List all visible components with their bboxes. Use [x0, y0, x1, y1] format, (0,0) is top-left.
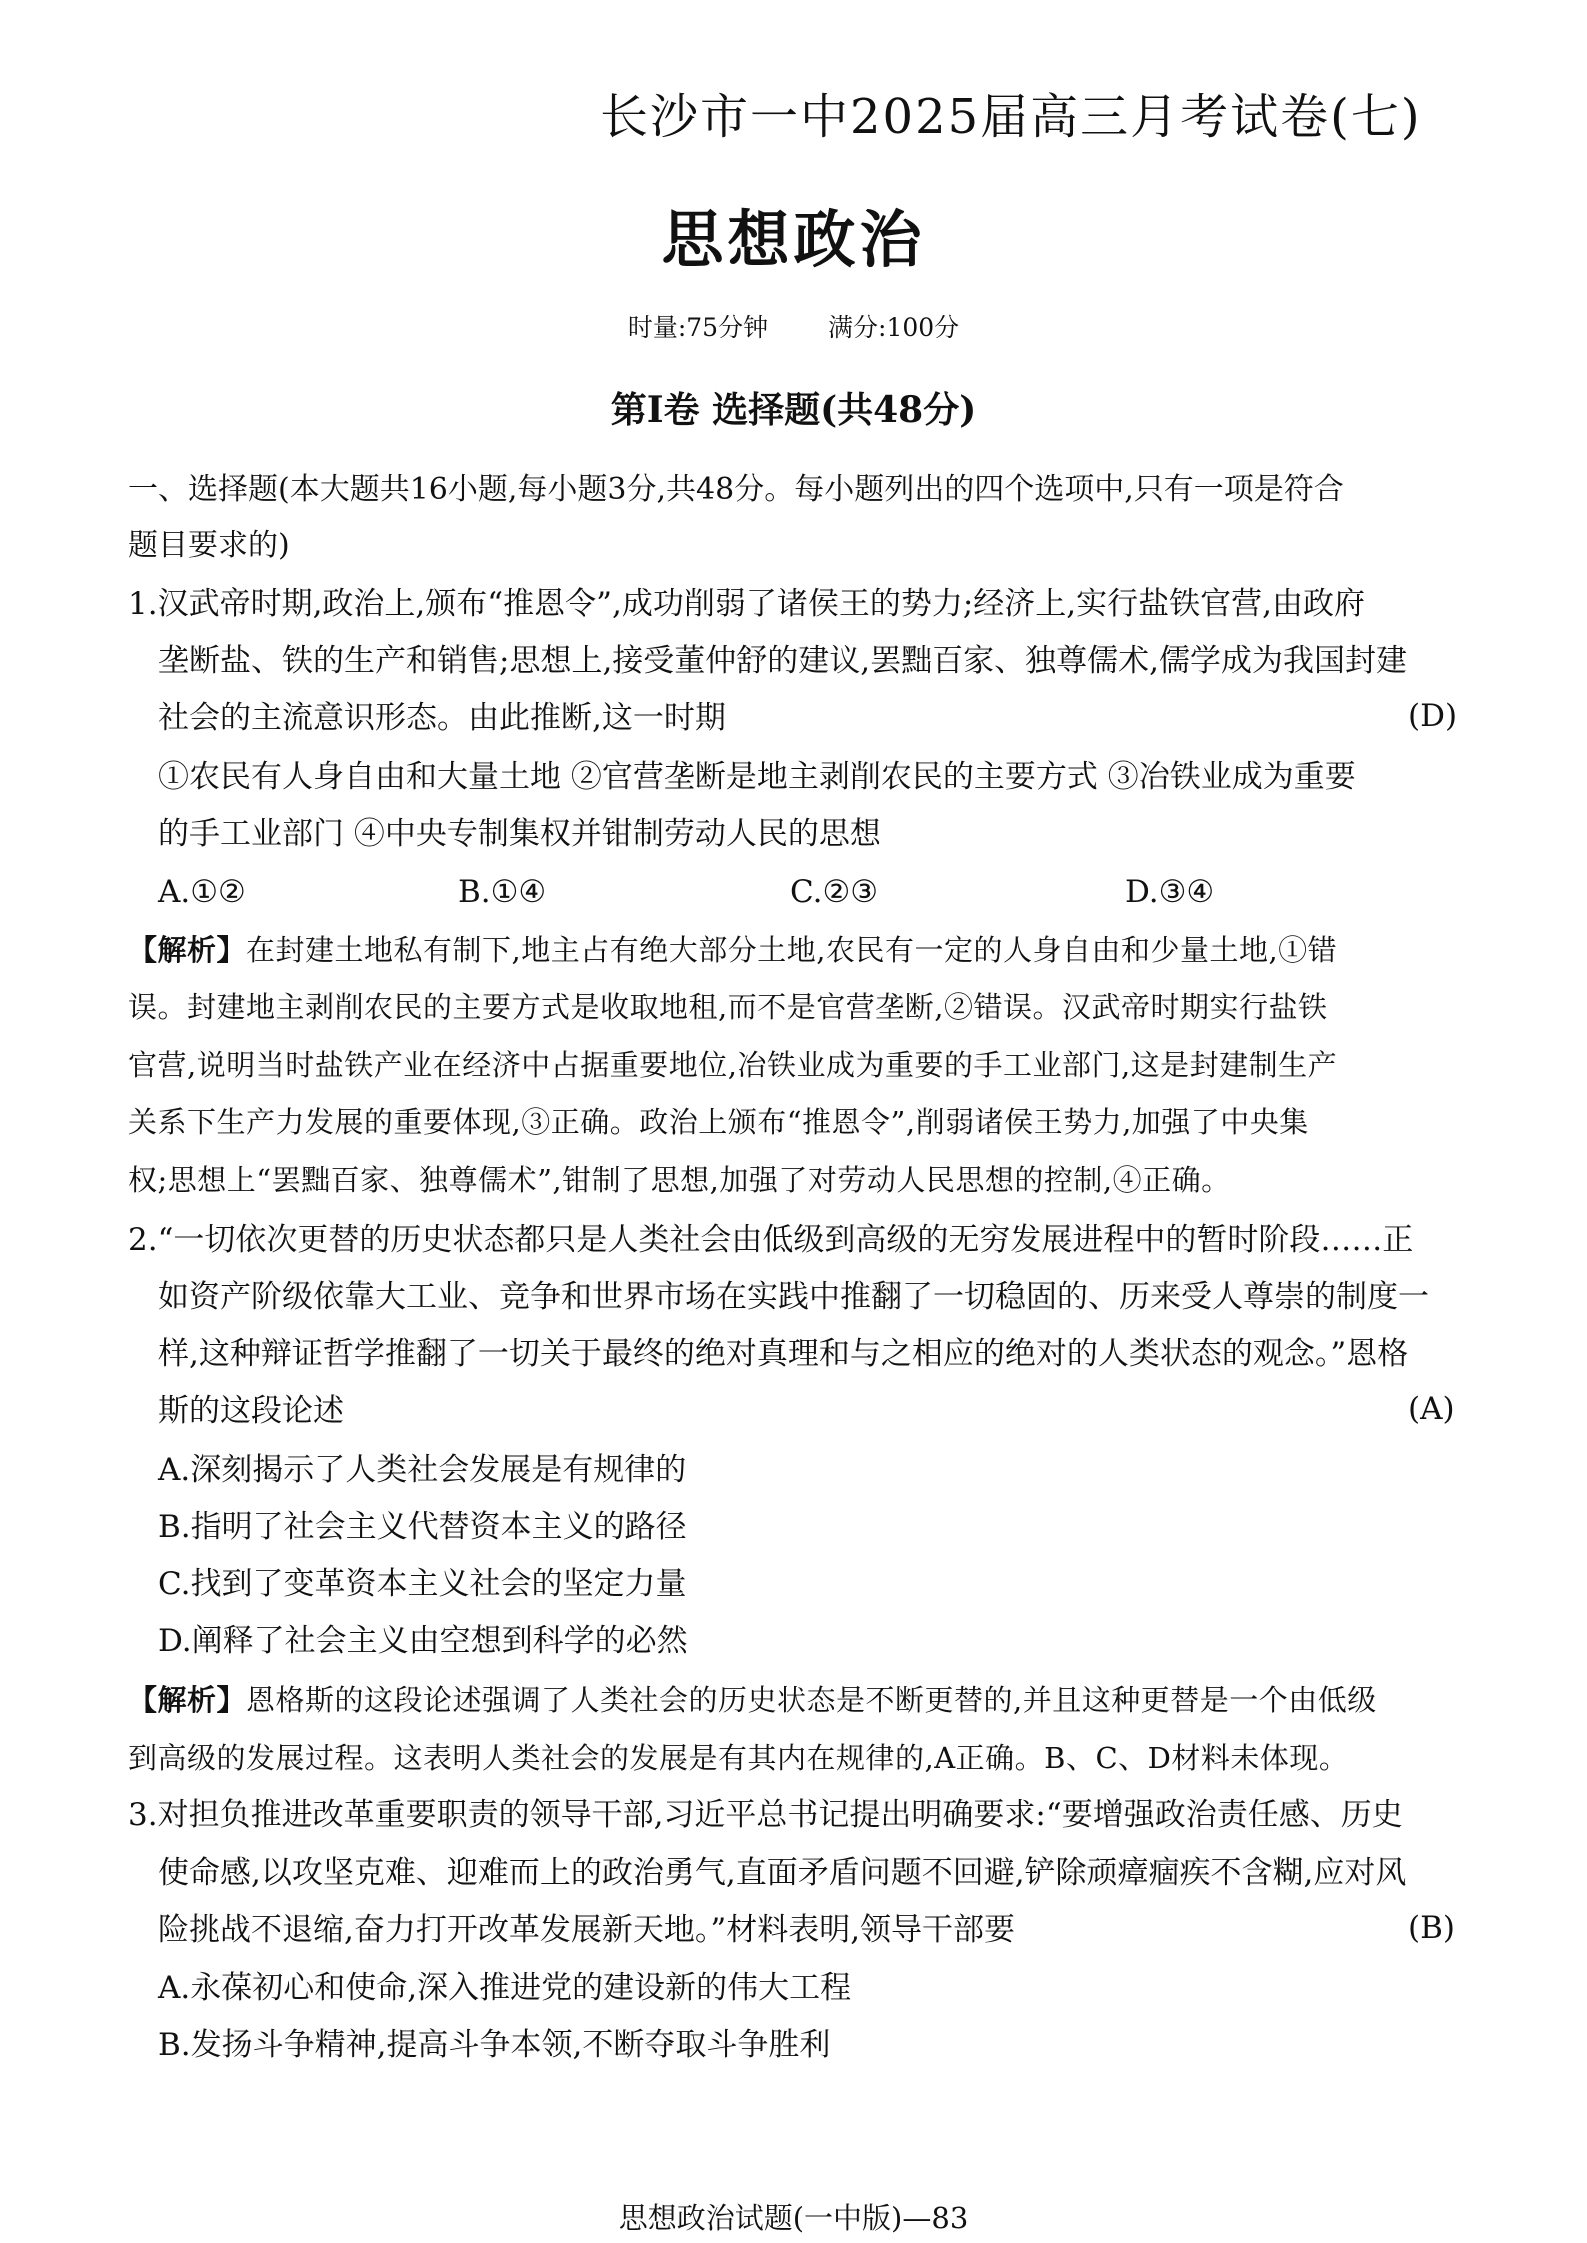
q1-choice-c: C.②③ [790, 874, 879, 910]
q2-explanation-line-2: 到高级的发展过程。这表明人类社会的发展是有其内在规律的,A正确。B、C、D材料未体现。 [128, 1741, 1349, 1775]
q1-answer: (D) [1408, 698, 1458, 734]
q3-stem-line-3: 险挑战不退缩,奋力打开改革发展新天地。”材料表明,领导干部要 [158, 1912, 1016, 1948]
q3-option-b: B.发扬斗争精神,提高斗争本领,不断夺取斗争胜利 [158, 2027, 831, 2063]
q1-explanation-line-2: 误。封建地主剥削农民的主要方式是收取地租,而不是官营垄断,②错误。汉武帝时期实行盐铁 [128, 990, 1328, 1024]
exam-meta [0, 308, 1587, 344]
q1-stem-line-2: 垄断盐、铁的生产和销售;思想上,接受董仲舒的建议,罢黜百家、独尊儒术,儒学成为我国封建 [158, 643, 1408, 679]
q1-explanation-label: 【解析】 [128, 933, 247, 967]
q1-options-line-1: ①农民有人身自由和大量土地 ②官营垄断是地主剥削农民的主要方式 ③冶铁业成为重要 [158, 759, 1356, 795]
school-title: 长沙市一中2025届高三月考试卷(七) [600, 89, 1422, 145]
q3-stem-line-2: 使命感,以攻坚克难、迎难而上的政治勇气,直面矛盾问题不回避,铲除顽瘴痼疾不含糊,应对风 [158, 1855, 1407, 1891]
q2-stem-line-1: 2.“一切依次更替的历史状态都只是人类社会由低级到高级的无穷发展进程中的暂时阶段……正 [128, 1222, 1414, 1258]
q1-explanation-line-3: 官营,说明当时盐铁产业在经济中占据重要地位,冶铁业成为重要的手工业部门,这是封建制生产 [128, 1048, 1338, 1082]
page-footer: 思想政治试题(一中版)—83 [618, 2201, 969, 2235]
q3-stem-line-1: 3.对担负推进改革重要职责的领导干部,习近平总书记提出明确要求:“要增强政治责任感、历史 [128, 1797, 1403, 1833]
q2-stem-line-4: 斯的这段论述 [158, 1393, 344, 1429]
q1-options-line-2: 的手工业部门 ④中央专制集权并钳制劳动人民的思想 [158, 816, 881, 852]
exam-score: 满分:100分 [828, 313, 960, 342]
q3-option-a: A.永葆初心和使命,深入推进党的建设新的伟大工程 [158, 1970, 852, 2006]
q2-option-c: C.找到了变革资本主义社会的坚定力量 [158, 1566, 687, 1602]
q2-explanation-label: 【解析】 [128, 1683, 247, 1717]
q2-answer: (A) [1408, 1391, 1455, 1427]
q2-stem-line-3: 样,这种辩证哲学推翻了一切关于最终的绝对真理和与之相应的绝对的人类状态的观念。”恩格 [158, 1336, 1409, 1372]
q1-explanation-line-1: 【解析】在封建土地私有制下,地主占有绝大部分土地,农民有一定的人身自由和少量土地,①错 [128, 933, 1338, 967]
q1-choice-a: A.①② [158, 874, 246, 910]
q3-answer: (B) [1408, 1910, 1455, 1946]
instructions-line-1: 一、选择题(本大题共16小题,每小题3分,共48分。每小题列出的四个选项中,只有一项是符合 [128, 472, 1344, 507]
q1-stem-line-3: 社会的主流意识形态。由此推断,这一时期 [158, 700, 726, 736]
q1-choice-b: B.①④ [458, 874, 547, 910]
q2-stem-line-2: 如资产阶级依靠大工业、竞争和世界市场在实践中推翻了一切稳固的、历来受人尊崇的制度一 [158, 1279, 1429, 1315]
q2-option-b: B.指明了社会主义代替资本主义的路径 [158, 1509, 687, 1545]
q2-option-a: A.深刻揭示了人类社会发展是有规律的 [158, 1452, 687, 1488]
q2-explanation-line-1: 【解析】恩格斯的这段论述强调了人类社会的历史状态是不断更替的,并且这种更替是一个由低级 [128, 1683, 1377, 1717]
q1-explanation-line-5: 权;思想上“罢黜百家、独尊儒术”,钳制了思想,加强了对劳动人民思想的控制,④正确。 [128, 1163, 1231, 1197]
q1-choice-d: D.③④ [1125, 874, 1215, 910]
q2-option-d: D.阐释了社会主义由空想到科学的必然 [158, 1623, 688, 1659]
q1-stem-line-1: 1.汉武帝时期,政治上,颁布“推恩令”,成功削弱了诸侯王的势力;经济上,实行盐铁官营,由政府 [128, 586, 1365, 622]
q1-explanation-line-4: 关系下生产力发展的重要体现,③正确。政治上颁布“推恩令”,削弱诸侯王势力,加强了中央集 [128, 1105, 1309, 1139]
exam-time: 时量:75分钟 [627, 313, 769, 342]
subject-title: 思想政治 [661, 203, 926, 276]
section-title: 第Ⅰ卷 选择题(共48分) [610, 389, 977, 431]
instructions-line-2: 题目要求的) [128, 528, 290, 563]
